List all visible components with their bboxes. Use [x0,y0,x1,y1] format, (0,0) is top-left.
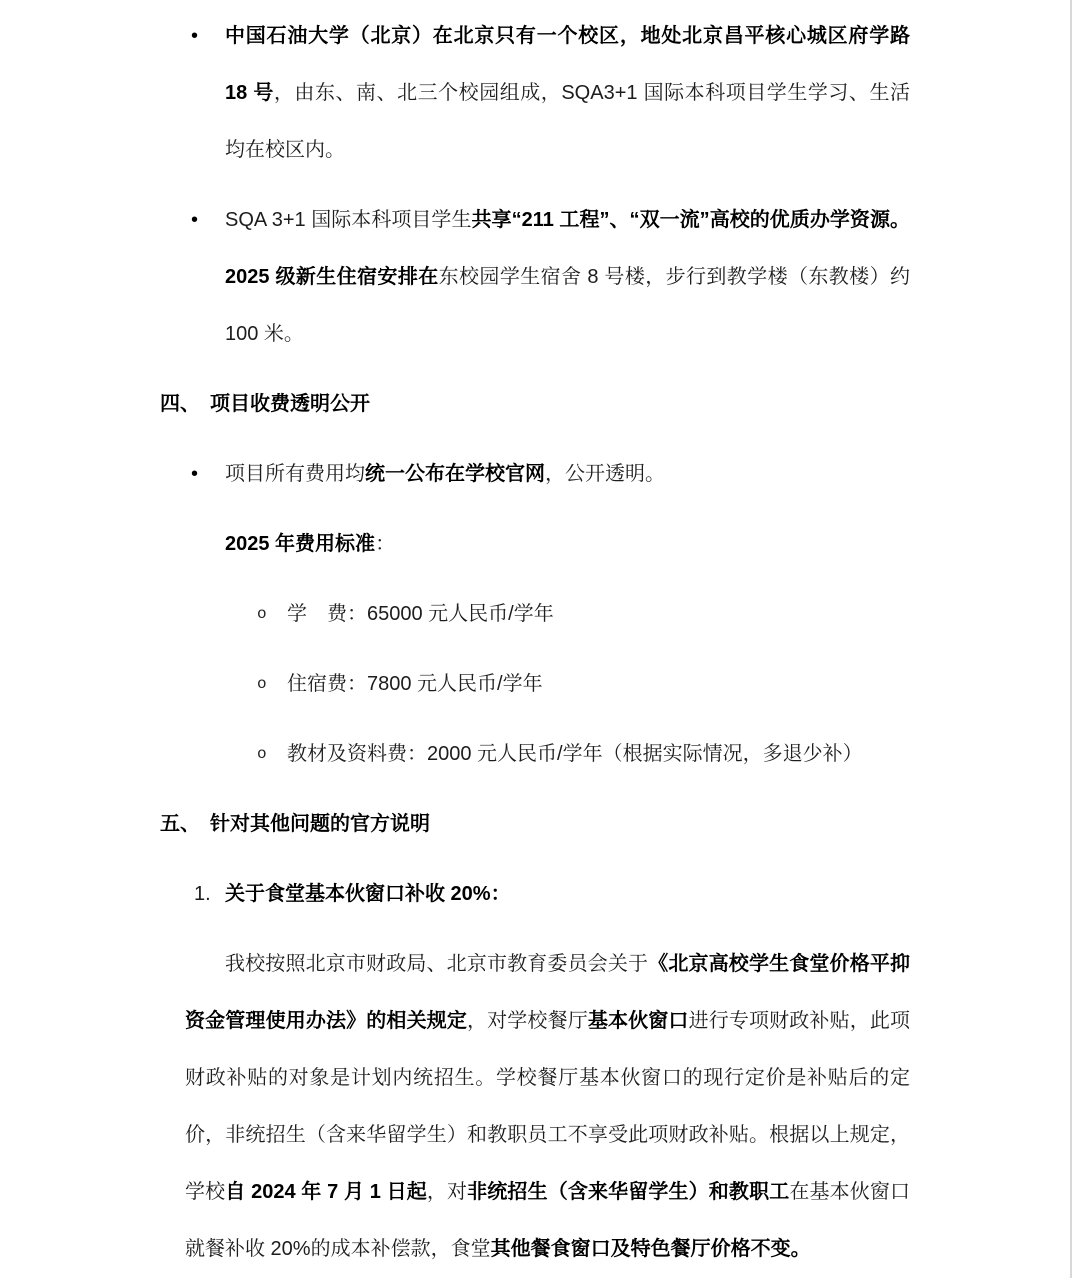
text-content: 住宿费：7800 元人民币/学年 [287,673,543,695]
text-content: 关于食堂基本伙窗口补收 20%： [225,883,511,905]
bullet-item-campus [185,8,910,179]
bullet-item-fees-public [185,446,910,503]
bullet-icon: • [191,463,199,485]
text-content: 中国石油大学（北京）在北京只有一个校区，地处北京昌平核心城区府学路 18 号，由东、南、北三个校园组成，SQA3+1 国际本科项目学生学习、生活均在校区内。 [225,25,910,161]
circle-bullet-icon: o [257,605,267,623]
text-content: 项目收费透明公开 [210,393,370,415]
section-heading-5 [160,796,910,853]
list-number: 1. [194,883,211,905]
fee-item-materials [185,726,910,783]
text-content: 针对其他问题的官方说明 [210,813,430,835]
text-content: 我校按照北京市财政局、北京市教育委员会关于《北京高校学生食堂价格平抑资金管理使用办法》的相关规定，对学校餐厅基本伙窗口进行专项财政补贴，此项财政补贴的对象是计划内统招生。学校餐厅基本伙窗口的现行定价是补贴后的定价，非统招生（含来华留学生）和教职员工不享受此项财政补贴。根据以上规定，学校自 2024 年 7 月 1 日起，对非统招生（含来华留学生）和教职工在基本伙窗口就餐补收 20%的成本补偿款，食堂其他餐食窗口及特色餐厅价格不变。 [185,953,911,1260]
text-content: 学 费：65000 元人民币/学年 [287,603,554,625]
fee-item-accommodation [185,656,910,713]
circle-bullet-icon: o [257,675,267,693]
fee-item-tuition [185,586,910,643]
paragraph-canteen-explanation [185,936,910,1278]
bullet-icon: • [191,209,199,231]
fee-standard-label [225,516,910,573]
section-number: 五、 [160,813,200,835]
numbered-item-canteen [185,866,910,923]
bullet-icon: • [191,25,199,47]
text-content: 教材及资料费：2000 元人民币/学年（根据实际情况，多退少补） [287,743,863,765]
window-edge-line [1070,0,1072,1278]
text-content: SQA 3+1 国际本科项目学生共享“211 工程”、“双一流”高校的优质办学资源。2025 级新生住宿安排在东校园学生宿舍 8 号楼，步行到教学楼（东教楼）约 100 米。 [225,209,910,345]
section-number: 四、 [160,393,200,415]
document-content [0,8,1075,1278]
circle-bullet-icon: o [257,745,267,763]
text-content: 2025 年费用标准： [225,533,396,555]
section-heading-4 [160,376,910,433]
text-content: 项目所有费用均统一公布在学校官网，公开透明。 [225,463,665,485]
bullet-item-resources [185,192,910,363]
